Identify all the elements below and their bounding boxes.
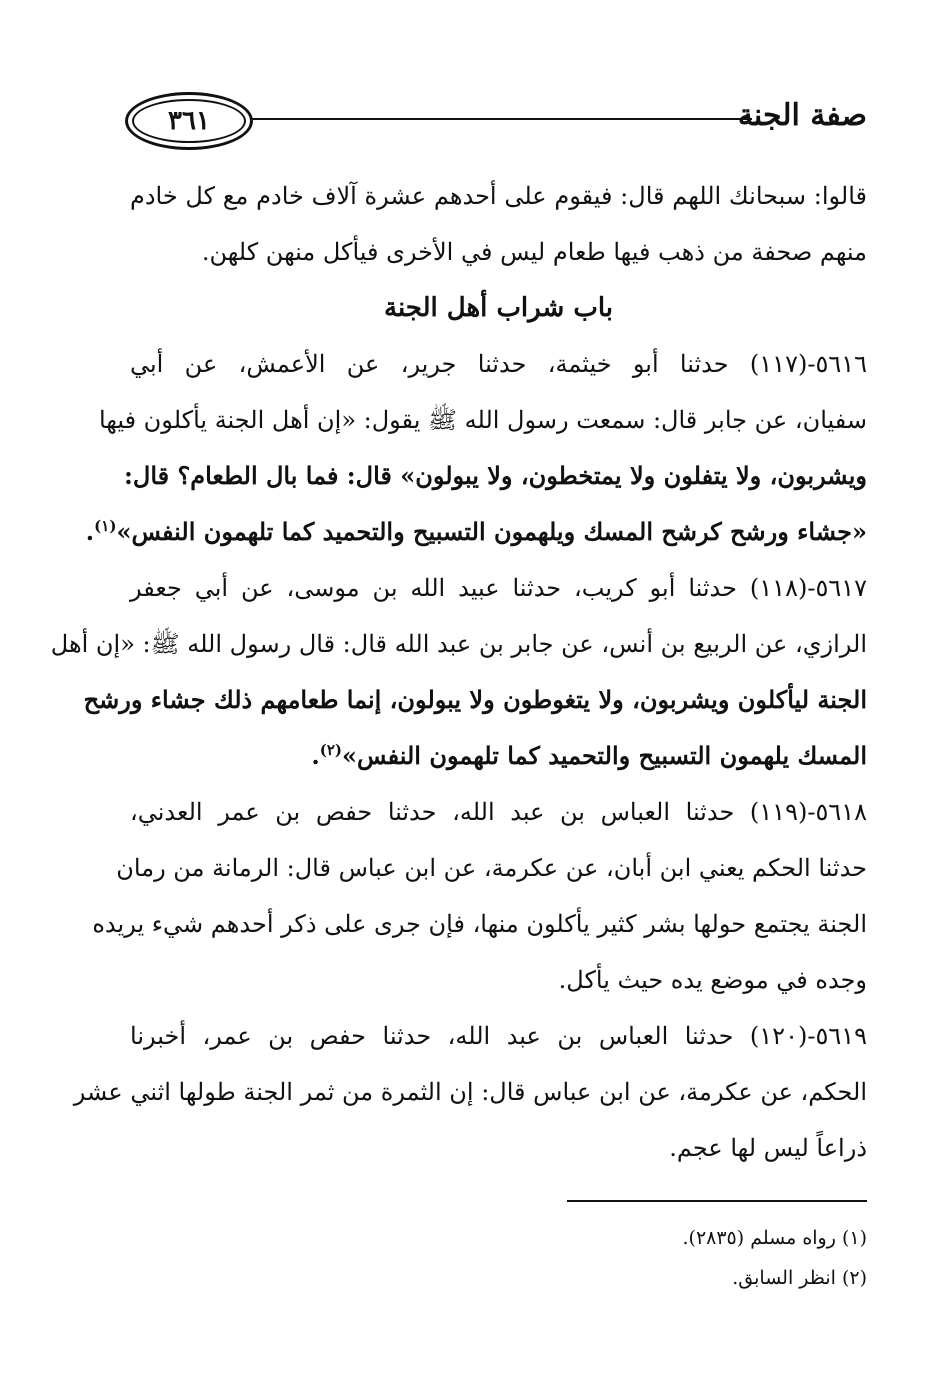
page-header [125, 88, 867, 158]
hadith-5619-line: ذراعاً ليس لها عجم. [669, 1134, 867, 1162]
main-text [50, 168, 867, 1176]
hadith-5616-line: سفيان، عن جابر قال: سمعت رسول الله ﷺ يقول: «إن أهل الجنة يأكلون فيها [98, 406, 867, 434]
chapter-title: صفة الجنة [737, 98, 867, 133]
footnotes [267, 1218, 867, 1298]
page-number-badge [125, 92, 253, 150]
text-line: منهم صحفة من ذهب فيها طعام ليس في الأخرى فيأكل منهن كلهن. [201, 238, 867, 266]
footnote-2: (٢) انظر السابق. [732, 1267, 867, 1289]
hadith-5616-text: «جشاء ورشح كرشح المسك ويلهمون التسبيح والتحميد كما تلهمون النفس» [116, 517, 867, 546]
hadith-5619-line: الحكم، عن عكرمة، عن ابن عباس قال: إن الثمرة من ثمر الجنة طولها اثني عشر [73, 1078, 867, 1106]
footnote-separator [567, 1200, 867, 1202]
hadith-5617-line: ٥٦١٧-(١١٨) حدثنا أبو كريب، حدثنا عبيد الله بن موسى، عن أبي جعفر [130, 574, 867, 602]
footnote-marker: (١) [94, 517, 117, 535]
hadith-5618-line: حدثنا الحكم يعني ابن أبان، عن عكرمة، عن ابن عباس قال: الرمانة من رمان [116, 854, 867, 882]
hadith-5617-line: الرازي، عن الربيع بن أنس، عن جابر بن عبد الله قال: قال رسول الله ﷺ: «إن أهل [50, 630, 867, 658]
hadith-5616-last-line: «جشاء ورشح كرشح المسك ويلهمون التسبيح والتحميد كما تلهمون النفس»$^{(١)}$. [85, 517, 867, 546]
page-number: ٣٦١ [168, 106, 210, 136]
header-rule [250, 118, 752, 120]
hadith-5617-line: الجنة ليأكلون ويشربون، ولا يتغوطون ولا يبولون، إنما طعامهم ذلك جشاء ورشح [83, 685, 867, 714]
hadith-5618-line: ٥٦١٨-(١١٩) حدثنا العباس بن عبد الله، حدثنا حفص بن عمر العدني، [130, 798, 867, 826]
footnote-1: (١) رواه مسلم (٢٨٣٥). [682, 1227, 867, 1249]
footnote-marker: (٢) [319, 741, 342, 759]
hadith-5617-text: المسك يلهمون التسبيح والتحميد كما تلهمون النفس» [342, 741, 867, 770]
text-line: قالوا: سبحانك اللهم قال: فيقوم على أحدهم عشرة آلاف خادم مع كل خادم [130, 182, 867, 210]
hadith-5617-last-line: المسك يلهمون التسبيح والتحميد كما تلهمون النفس»$^{(٢)}$. [311, 741, 867, 770]
section-heading: باب شراب أهل الجنة [384, 293, 613, 323]
hadith-5618-line: وجده في موضع يده حيث يأكل. [558, 966, 867, 994]
hadith-5616-line: ويشربون، ولا يتفلون ولا يمتخطون، ولا يبولون» قال: فما بال الطعام؟ قال: [124, 461, 867, 490]
hadith-5616-line: ٥٦١٦-(١١٧) حدثنا أبو خيثمة، حدثنا جرير، عن الأعمش، عن أبي [130, 350, 867, 378]
hadith-5619-line: ٥٦١٩-(١٢٠) حدثنا العباس بن عبد الله، حدثنا حفص بن عمر، أخبرنا [130, 1022, 867, 1050]
hadith-5618-line: الجنة يجتمع حولها بشر كثير يأكلون منها، فإن جرى على ذكر أحدهم شيء يريده [92, 910, 867, 938]
